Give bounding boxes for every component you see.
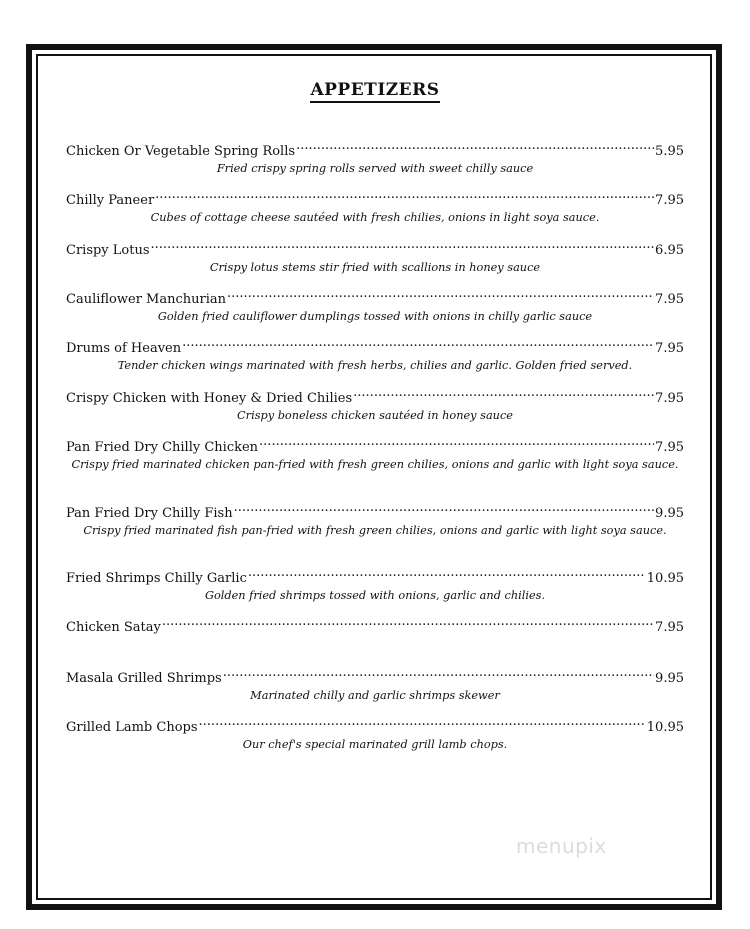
menu-item [66,384,684,423]
item-description: Fried crispy spring rolls served with sweet chilly sauce [216,162,534,175]
item-price: 10.95 [646,720,684,735]
menu-border-inner [36,54,712,900]
leader-dots [234,499,654,517]
item-description: Cubes of cottage cheese sautéed with fresh chilies, onions in light soya sauce. [150,211,600,224]
menu-item [66,137,684,176]
item-description: Golden fried shrimps tossed with onions, garlic and chilies. [204,589,546,602]
menu-item [66,564,684,603]
item-description: Marinated chilly and garlic shrimps skewer [250,689,500,702]
item-price: 10.95 [646,571,684,586]
item-description: Crispy fried marinated chicken pan-fried with fresh green chilies, onions and garlic with light soya sauce. [71,458,679,471]
menu-title [0,80,750,100]
menu-item [66,613,684,637]
leader-dots [151,236,655,254]
item-price: 7.95 [655,193,684,208]
menu-item [66,186,684,225]
item-price: 7.95 [655,391,684,406]
leader-dots [259,433,654,451]
menu-item [66,236,684,275]
item-description: Tender chicken wings marinated with fresh herbs, chilies and garlic. Golden fried served. [117,359,633,372]
item-name: Cauliflower Manchurian [66,292,227,307]
leader-dots [296,137,654,155]
leader-dots [353,384,654,402]
item-price: 7.95 [655,440,684,455]
item-price: 9.95 [655,671,684,686]
item-description: Our chef's special marinated grill lamb chops. [242,738,508,751]
leader-dots [248,564,646,582]
item-name: Grilled Lamb Chops [66,720,198,735]
menu-item [66,334,684,373]
menu-item [66,499,684,538]
item-name: Fried Shrimps Chilly Garlic [66,571,247,586]
item-price: 5.95 [655,144,684,159]
leader-dots [155,186,654,204]
menu-title-text: APPETIZERS [310,80,439,103]
menu-item [66,664,684,703]
item-name: Crispy Chicken with Honey & Dried Chilies [66,391,353,406]
item-description: Golden fried cauliflower dumplings tossed with onions in chilly garlic sauce [157,310,593,323]
menu-item [66,713,684,752]
item-price: 7.95 [655,292,684,307]
leader-dots [227,285,654,303]
item-name: Pan Fried Dry Chilly Fish [66,506,233,521]
leader-dots [223,664,654,682]
item-name: Masala Grilled Shrimps [66,671,222,686]
item-name: Crispy Lotus [66,243,150,258]
item-description: Crispy fried marinated fish pan-fried with fresh green chilies, onions and garlic with light soya sauce. [83,524,667,537]
item-price: 9.95 [655,506,684,521]
leader-dots [182,334,654,352]
menu-item [66,433,684,472]
watermark-logo: menupix [516,834,607,858]
leader-dots [199,713,646,731]
item-name: Chicken Satay [66,620,161,635]
menu-item [66,285,684,324]
item-price: 6.95 [655,243,684,258]
item-name: Pan Fried Dry Chilly Chicken [66,440,259,455]
leader-dots [162,613,654,631]
item-price: 7.95 [655,620,684,635]
item-name: Drums of Heaven [66,341,182,356]
item-description: Crispy lotus stems stir fried with scallions in honey sauce [209,261,541,274]
item-name: Chilly Paneer [66,193,155,208]
item-description: Crispy boneless chicken sautéed in honey sauce [237,409,513,422]
item-price: 7.95 [655,341,684,356]
item-name: Chicken Or Vegetable Spring Rolls [66,144,296,159]
